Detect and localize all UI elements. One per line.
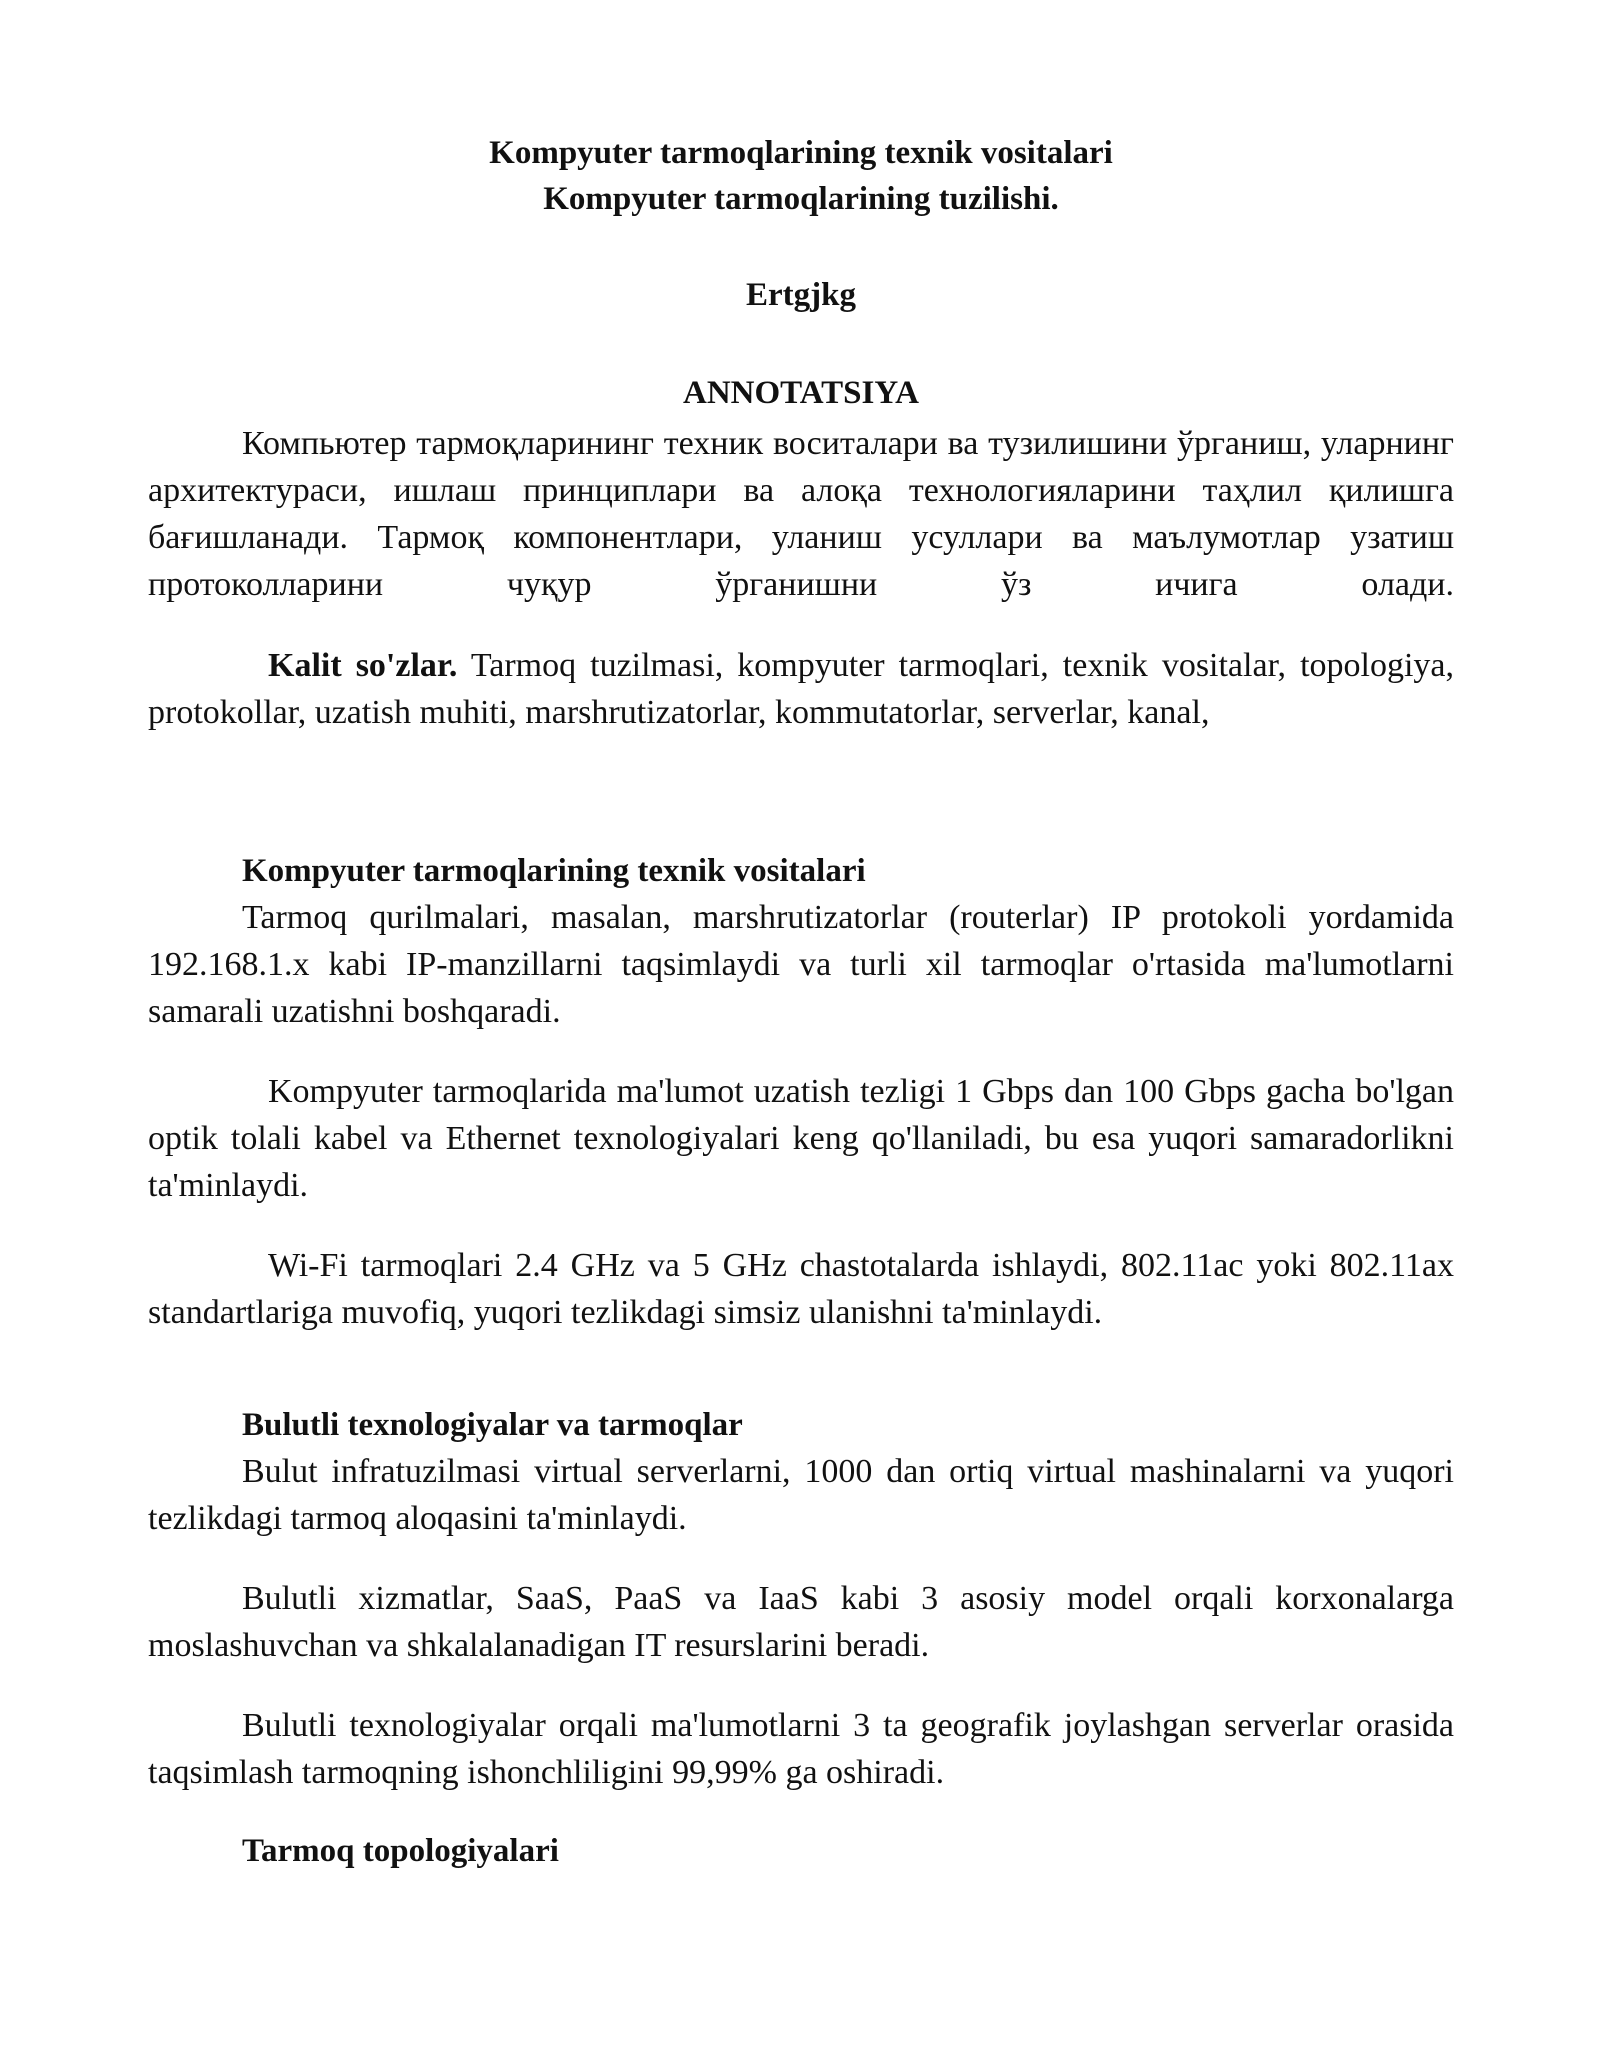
document-title: Kompyuter tarmoqlarining texnik vositalari [489, 135, 1113, 171]
document-page [148, 130, 1454, 1874]
section-paragraph: Bulut infratuzilmasi virtual serverlarni, 1000 dan ortiq virtual mashinalarni va yuqori tezlikdagi tarmoq aloqasini ta'minlaydi. [148, 1453, 1454, 1537]
annotation-heading: ANNOTATSIYA [683, 375, 919, 411]
keywords-label: Kalit so'zlar. [268, 647, 458, 684]
section-heading: Bulutli texnologiyalar va tarmoqlar [242, 1407, 743, 1443]
section-heading: Kompyuter tarmoqlarining texnik vositalari [242, 853, 866, 889]
keywords-paragraph [148, 642, 1454, 736]
author-line: Ertgjkg [746, 277, 856, 313]
section-paragraph: Bulutli texnologiyalar orqali ma'lumotlarni 3 ta geografik joylashgan serverlar orasida taqsimlash tarmoqning ishonchliligini 99,99% ga oshiradi. [148, 1707, 1454, 1791]
section-paragraph: Bulutli xizmatlar, SaaS, PaaS va IaaS kabi 3 asosiy model orqali korxonalarga moslashuvchan va shkalalanadigan IT resurslarini beradi. [148, 1580, 1454, 1664]
section-paragraph: Wi-Fi tarmoqlari 2.4 GHz va 5 GHz chastotalarda ishlaydi, 802.11ac yoki 802.11ax standartlariga muvofiq, yuqori tezlikdagi simsiz ulanishni ta'minlaydi. [148, 1247, 1454, 1331]
document-subtitle: Kompyuter tarmoqlarining tuzilishi. [543, 181, 1059, 217]
section-heading: Tarmoq topologiyalari [242, 1833, 559, 1869]
annotation-text: Компьютер тармоқларининг техник воситалари ва тузилишини ўрганиш, уларнинг архитектураси, ишлаш принциплари ва алоқа технологияларини таҳлил қилишга бағишланади. Тармоқ компонентлари, уланиш усуллари ва маълумотлар узатиш протоколларини чуқур ўрганишни ўз ичига олади. [148, 425, 1454, 603]
section-paragraph: Kompyuter tarmoqlarida ma'lumot uzatish tezligi 1 Gbps dan 100 Gbps gacha bo'lgan optik tolali kabel va Ethernet texnologiyalari keng qo'llaniladi, bu esa yuqori samaradorlikni ta'minlaydi. [148, 1073, 1454, 1204]
keywords-text: Tarmoq tuzilmasi, kompyuter tarmoqlari, texnik vositalar, topologiya, protokollar, uzatish muhiti, marshrutizatorlar, kommutatorlar, serverlar, kanal, [148, 647, 1454, 731]
section-paragraph: Tarmoq qurilmalari, masalan, marshrutizatorlar (routerlar) IP protokoli yordamida 192.168.1.x kabi IP-manzillarni taqsimlaydi va turli xil tarmoqlar o'rtasida ma'lumotlarni samarali uzatishni boshqaradi. [148, 899, 1454, 1030]
title-block [148, 130, 1454, 222]
